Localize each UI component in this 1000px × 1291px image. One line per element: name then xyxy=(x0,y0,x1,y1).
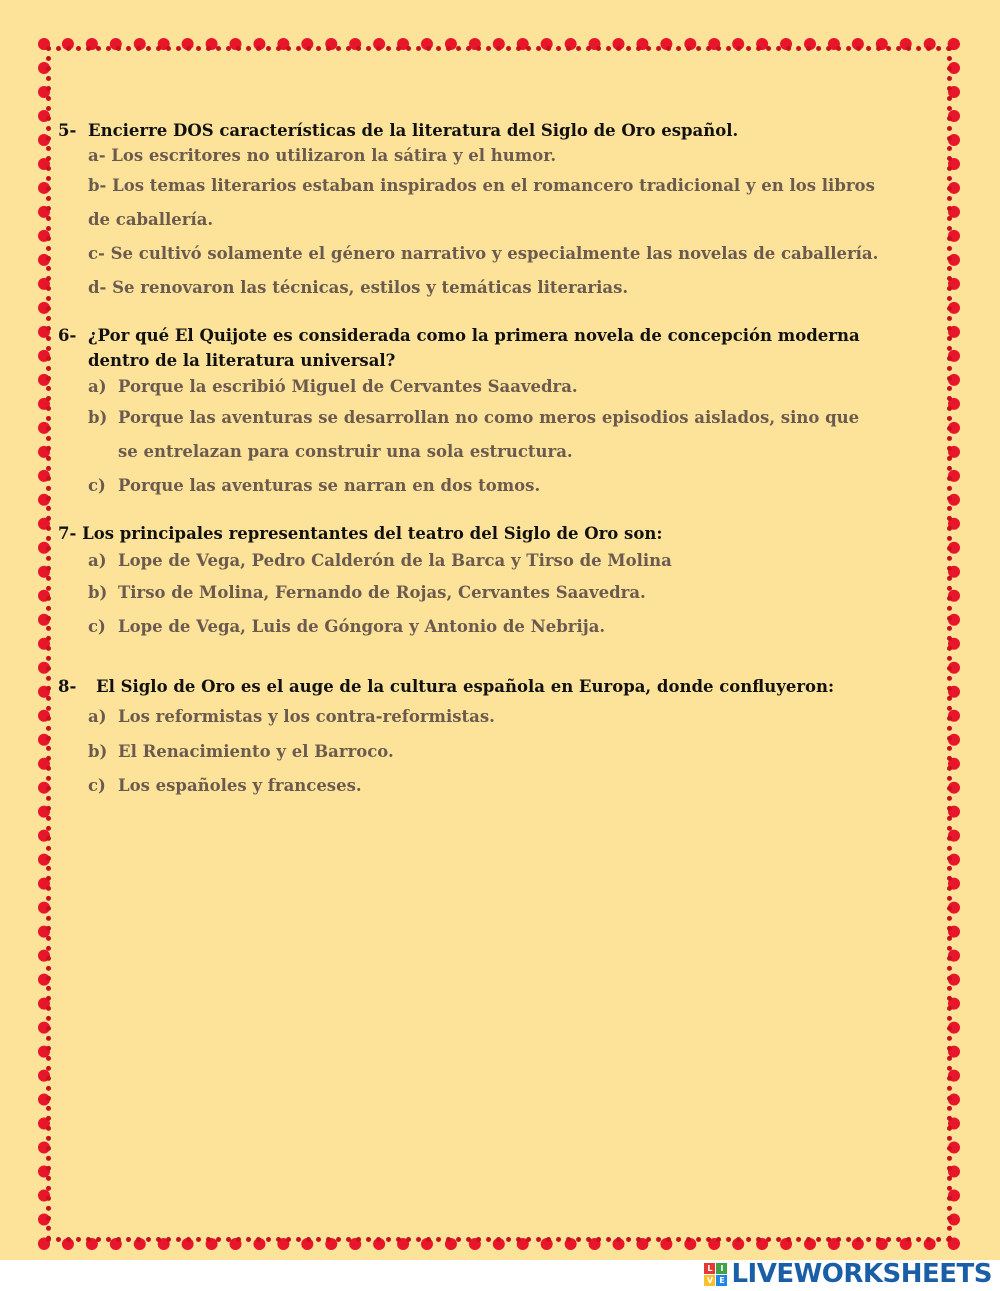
question-number: 7- xyxy=(58,524,77,543)
badge-letter: I xyxy=(716,1263,727,1274)
question-text: ¿Por qué El Quijote es considerada como la primera novela de concepción moderna xyxy=(88,326,860,345)
question-number: 6- xyxy=(58,326,77,345)
option-text xyxy=(118,401,938,469)
option-b[interactable]: b- Los temas literarios estaban inspirados en el romancero tradicional y en los libros xyxy=(88,176,875,195)
option-c[interactable] xyxy=(58,769,938,803)
badge-letter: V xyxy=(704,1275,715,1286)
question-number: 8- xyxy=(58,677,77,696)
option-text: Los españoles y franceses. xyxy=(118,776,362,795)
logo-text: LIVEWORKSHEETS xyxy=(731,1259,992,1289)
option-label: a) xyxy=(88,377,107,396)
option-label: c) xyxy=(88,776,106,795)
option-text: El Renacimiento y el Barroco. xyxy=(118,742,394,761)
option-label: a) xyxy=(88,707,107,726)
option-a[interactable] xyxy=(58,546,938,576)
badge-letter: E xyxy=(716,1275,727,1286)
question-text: El Siglo de Oro es el auge de la cultura española en Europa, donde confluyeron: xyxy=(96,677,835,696)
option-text: Lope de Vega, Pedro Calderón de la Barca y Tirso de Molina xyxy=(118,551,672,570)
question-title xyxy=(58,323,938,348)
option-text: Los reformistas y los contra-reformistas. xyxy=(118,707,495,726)
question-text: Encierre DOS características de la literatura del Siglo de Oro español. xyxy=(88,121,739,140)
option-a[interactable] xyxy=(58,699,938,735)
option-text: Porque la escribió Miguel de Cervantes Saavedra. xyxy=(118,377,578,396)
option-d[interactable]: d- Se renovaron las técnicas, estilos y temáticas literarias. xyxy=(88,278,629,297)
option-c[interactable] xyxy=(58,610,938,644)
question-7 xyxy=(58,521,938,644)
option-text: Lope de Vega, Luis de Góngora y Antonio de Nebrija. xyxy=(118,617,606,636)
option-text: Tirso de Molina, Fernando de Rojas, Cervantes Saavedra. xyxy=(118,583,646,602)
question-title xyxy=(58,521,938,546)
liveworksheets-logo[interactable] xyxy=(704,1261,992,1287)
question-title xyxy=(58,674,938,699)
option-label: c) xyxy=(88,476,106,495)
option-b[interactable] xyxy=(58,401,938,469)
option-b[interactable] xyxy=(58,735,938,769)
option-label: b) xyxy=(88,408,108,427)
option-c[interactable] xyxy=(58,469,938,503)
option-a[interactable]: a- Los escritores no utilizaron la sátira y el humor. xyxy=(88,146,557,165)
option-text-line2: se entrelazan para construir una sola estructura. xyxy=(118,442,573,461)
question-8 xyxy=(58,674,938,803)
badge-letter: L xyxy=(704,1263,715,1274)
question-5 xyxy=(58,118,938,305)
option-label: a) xyxy=(88,551,107,570)
logo-badge-icon xyxy=(704,1263,727,1286)
worksheet-content xyxy=(58,118,938,803)
option-c[interactable]: c- Se cultivó solamente el género narrativo y especialmente las novelas de caballería. xyxy=(88,244,879,263)
option-b-continued: de caballería. xyxy=(88,210,214,229)
question-text-continued: dentro de la literatura universal? xyxy=(88,351,396,370)
option-label: b) xyxy=(88,583,108,602)
option-label: c) xyxy=(88,617,106,636)
option-text-line1: Porque las aventuras se desarrollan no como meros episodios aislados, sino que xyxy=(118,408,860,427)
option-a[interactable] xyxy=(58,373,938,401)
question-title xyxy=(58,118,938,143)
option-label: b) xyxy=(88,742,108,761)
question-text: Los principales representantes del teatro del Siglo de Oro son: xyxy=(82,524,663,543)
question-6 xyxy=(58,323,938,503)
option-b[interactable] xyxy=(58,576,938,610)
option-text: Porque las aventuras se narran en dos tomos. xyxy=(118,476,541,495)
question-number: 5- xyxy=(58,121,77,140)
